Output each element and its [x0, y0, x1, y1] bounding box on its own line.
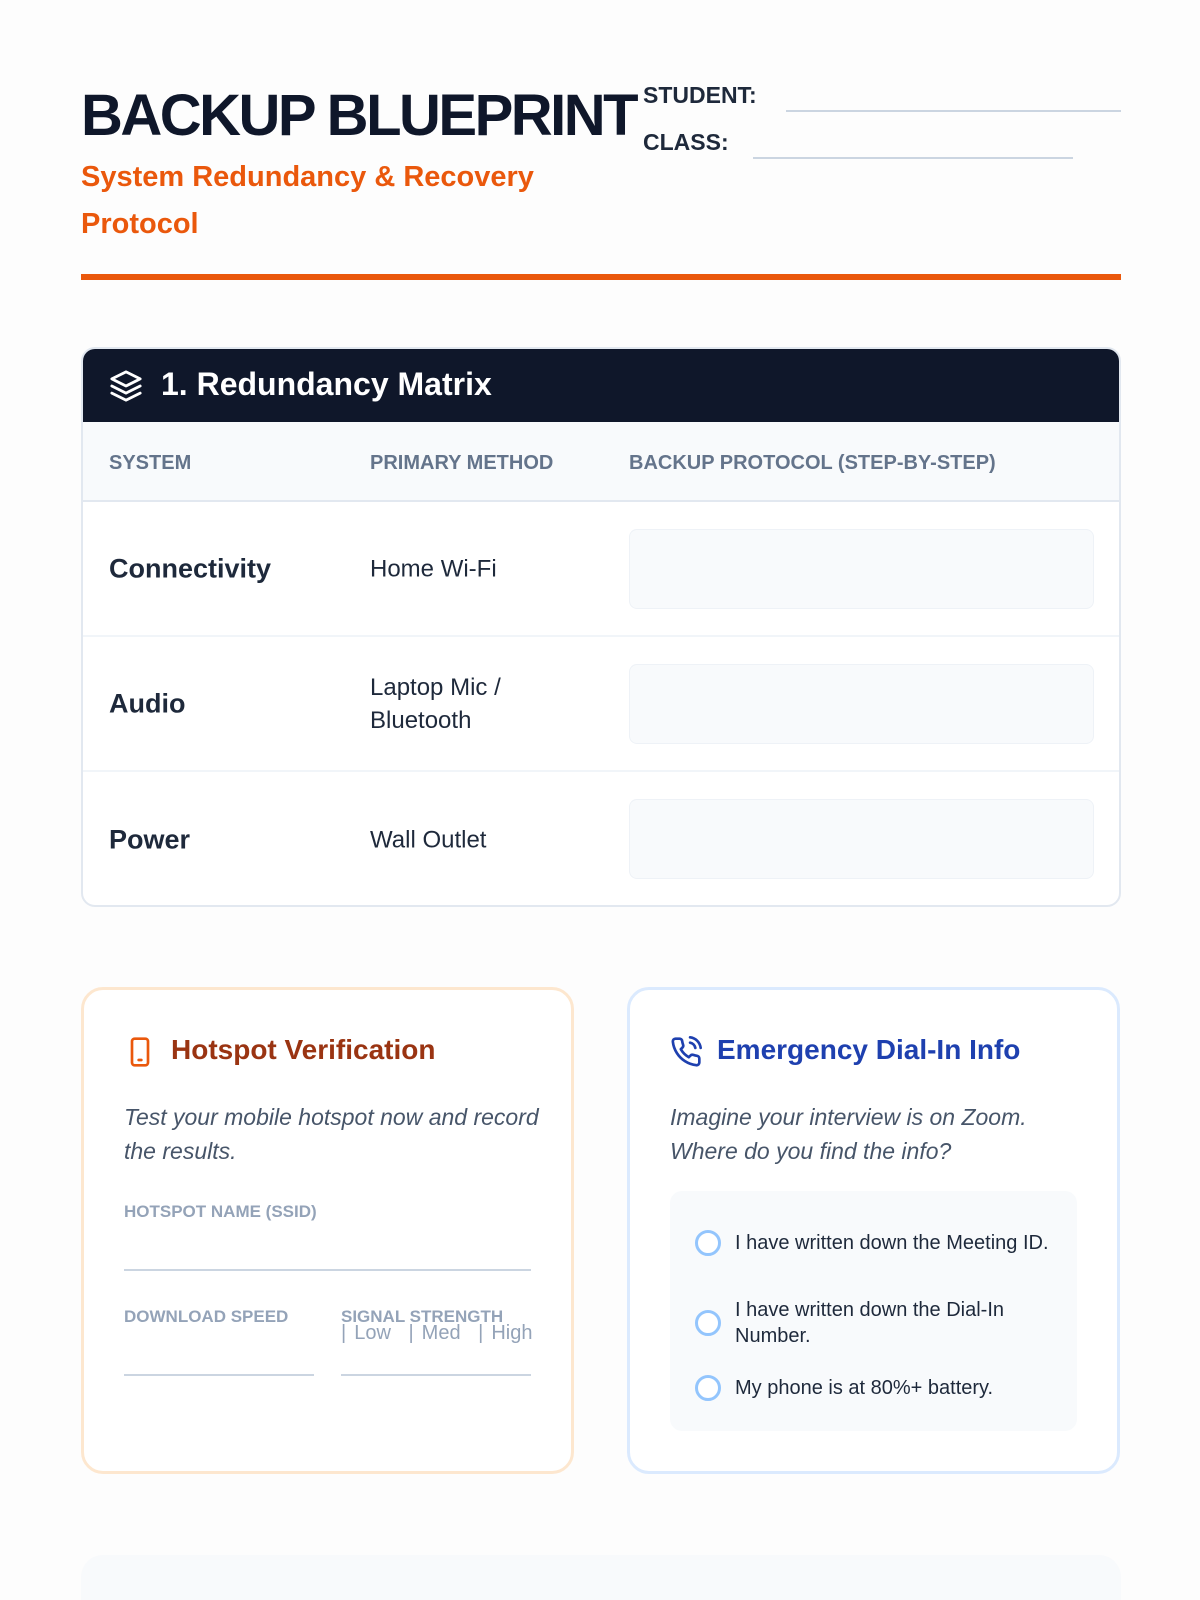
table-row	[83, 502, 1119, 637]
list-item[interactable]	[695, 1293, 1055, 1353]
radio-button[interactable]	[695, 1230, 721, 1256]
matrix-column-headers	[83, 422, 1119, 502]
dial-in-title: Emergency Dial-In Info	[717, 1034, 1021, 1065]
system-name: Power	[109, 824, 191, 854]
phone-call-icon	[670, 1036, 702, 1068]
header-divider	[81, 274, 1121, 280]
backup-protocol-input[interactable]	[629, 529, 1094, 609]
dial-in-checklist	[670, 1191, 1077, 1431]
student-label: STUDENT:	[643, 82, 757, 108]
student-field	[643, 82, 1121, 116]
page-title: BACKUP BLUEPRINT	[81, 83, 637, 148]
system-name: Connectivity	[109, 553, 272, 583]
emergency-dial-in-card	[627, 987, 1120, 1474]
signal-strength-line	[341, 1374, 531, 1376]
hotspot-title: Hotspot Verification	[171, 1034, 436, 1065]
list-item[interactable]	[695, 1213, 1055, 1273]
header	[81, 84, 1121, 282]
class-label: CLASS:	[643, 129, 729, 155]
checklist-text: My phone is at 80%+ battery.	[735, 1377, 994, 1399]
list-item[interactable]	[695, 1371, 1055, 1405]
column-header-primary: PRIMARY METHOD	[370, 452, 554, 474]
matrix-title: 1. Redundancy Matrix	[161, 366, 492, 402]
ssid-input-line[interactable]	[124, 1269, 531, 1271]
layers-icon	[109, 369, 143, 403]
checklist-text: I have written down the Meeting ID.	[735, 1232, 1049, 1254]
signal-strength-label: SIGNAL STRENGTH	[341, 1307, 504, 1326]
smartphone-icon	[124, 1036, 156, 1068]
column-header-backup: BACKUP PROTOCOL (STEP-BY-STEP)	[629, 452, 996, 474]
class-field	[643, 129, 1121, 163]
primary-method: Laptop Mic / Bluetooth	[370, 673, 501, 734]
signal-option-high[interactable]: High	[491, 1322, 533, 1344]
column-header-system: SYSTEM	[109, 452, 192, 474]
primary-method: Home Wi-Fi	[370, 555, 497, 582]
backup-protocol-input[interactable]	[629, 664, 1094, 744]
redundancy-matrix	[81, 347, 1121, 907]
next-section-card	[81, 1555, 1121, 1600]
signal-option-med[interactable]: Med	[421, 1322, 461, 1344]
radio-button[interactable]	[695, 1310, 721, 1336]
signal-strength-options: | Low | Med | High	[341, 1322, 533, 1344]
download-speed-input-line[interactable]	[124, 1374, 314, 1376]
primary-method: Wall Outlet	[370, 826, 487, 853]
student-input-line[interactable]	[786, 110, 1121, 112]
ssid-label: HOTSPOT NAME (SSID)	[124, 1202, 317, 1221]
radio-button[interactable]	[695, 1375, 721, 1401]
download-speed-label: DOWNLOAD SPEED	[124, 1307, 289, 1326]
page-subtitle: System Redundancy & Recovery Protocol	[81, 161, 534, 240]
backup-protocol-input[interactable]	[629, 799, 1094, 879]
hotspot-description: Test your mobile hotspot now and record the results.	[124, 1104, 539, 1164]
dial-in-description: Imagine your interview is on Zoom. Where do you find the info?	[670, 1104, 1027, 1164]
matrix-header	[83, 349, 1119, 422]
system-name: Audio	[109, 688, 186, 718]
table-row	[83, 772, 1119, 907]
hotspot-verification-card	[81, 987, 574, 1474]
checklist-text: I have written down the Dial-In Number.	[735, 1299, 1005, 1347]
class-input-line[interactable]	[753, 157, 1073, 159]
table-row	[83, 637, 1119, 772]
signal-option-low[interactable]: Low	[354, 1322, 391, 1344]
